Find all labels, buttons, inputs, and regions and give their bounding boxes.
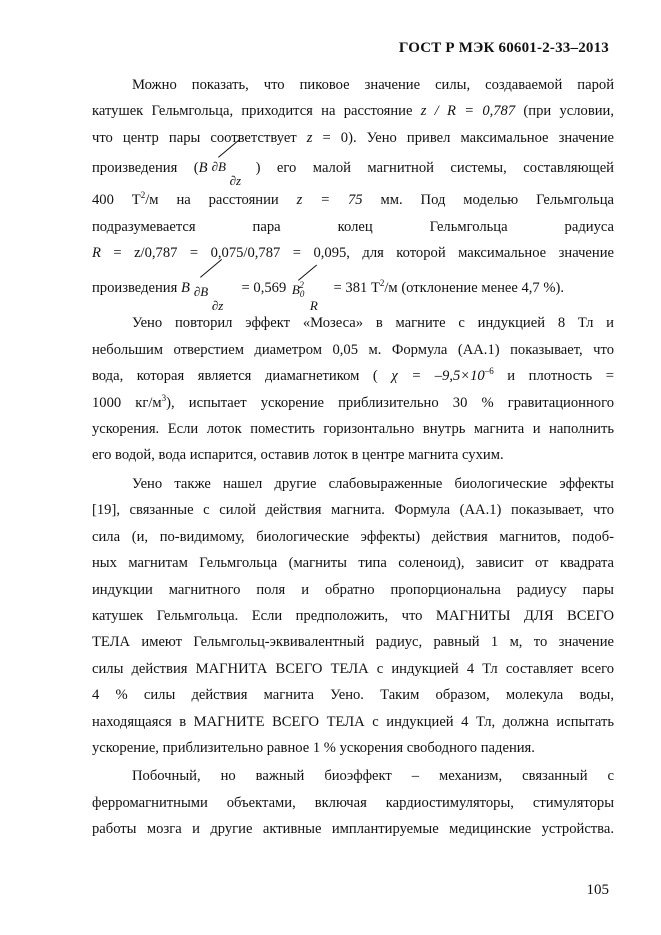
math-expression: z / R = 0,787 <box>420 103 516 120</box>
text-line: [19], связанные с силой действия магнита. Формула (АА.1) показывает, что <box>92 502 614 519</box>
text-line: его водой, вода испарится, оставив лоток в центре магнита сухим. <box>92 447 504 464</box>
text-line: ТЕЛА имеют Гельмгольц-эквивалентный радиус, равный 1 м, то значение <box>92 634 614 651</box>
superscript: –6 <box>484 366 494 377</box>
text-fragment: (при условии, <box>515 103 614 120</box>
superscript: 2 <box>299 280 304 291</box>
paragraph-3 <box>92 471 614 761</box>
text-line: ферромагнитными объектами, включая кардиостимуляторы, стимуляторы <box>92 794 614 811</box>
b0-squared-over-r-fraction <box>290 276 330 314</box>
b-symbol: B <box>291 282 300 298</box>
text-line: сила (и, по-видимому, биологические эффекты) действия магнитов, подоб- <box>92 528 614 545</box>
text-line: Можно показать, что пиковое значение силы, создаваемой парой <box>132 77 614 93</box>
text-line: ускорения. Если лоток поместить горизонтально внутрь магнита и наполнить <box>92 421 614 438</box>
text-fragment: вода, которая является диамагнетиком ( <box>92 368 392 385</box>
text-fragment: что центр пары соответствует <box>92 129 307 146</box>
text-line: работы мозга и другие активные имплантируемые медицинские устройства. <box>92 821 614 838</box>
math-expression: B <box>180 280 190 297</box>
text-fragment: произведения <box>92 280 181 297</box>
text-line: 4 % силы действия магнита Уено. Таким образом, молекула воды, <box>92 687 614 704</box>
text-line: Уено также нашел другие слабовыраженные биологические эффекты <box>132 475 614 492</box>
text-line: Побочный, но важный биоэффект – механизм, связанный с <box>132 768 614 785</box>
fraction-denominator: ∂z <box>229 173 242 189</box>
math-expression: z <box>306 129 313 146</box>
text-fragment: катушек Гельмгольца, приходится на расстояние <box>92 103 421 120</box>
text-line: катушек Гельмгольца. Если предположить, что МАГНИТЫ ДЛЯ ВСЕГО <box>92 607 614 624</box>
document-header: ГОСТ Р МЭК 60601-2-33–2013 <box>398 40 609 56</box>
text-line: Уено повторил эффект «Мозеса» в магните с индукцией 8 Тл и <box>132 315 614 332</box>
superscript: 3 <box>161 392 167 403</box>
text-fragment: = 381 Т <box>329 280 380 297</box>
text-line <box>92 266 614 314</box>
text-line <box>92 151 614 189</box>
text-line: ных магнитам Гельмгольца (магниты типа соленоид), зависит от квадрата <box>92 555 614 572</box>
text-fragment: = 0). Уено привел максимальное значение <box>312 129 614 146</box>
paragraph-2 <box>92 310 614 468</box>
math-expression: R <box>92 245 101 262</box>
text-fragment: = 0,569 <box>237 280 290 297</box>
fraction-denominator: R <box>309 298 318 314</box>
math-expression: B <box>198 160 208 177</box>
math-expression: χ = –9,5×10 <box>391 368 485 385</box>
text-fragment: = z/0,787 = 0,075/0,787 = 0,095, для которой максимальное значение <box>100 245 614 262</box>
text-line <box>92 363 614 389</box>
page-number: 105 <box>586 882 609 898</box>
text-line <box>92 390 614 416</box>
text-fragment: ) его малой магнитной системы, составляющей <box>255 160 614 177</box>
partial-derivative-fraction <box>208 156 256 189</box>
text-line <box>92 125 614 151</box>
text-line <box>92 240 614 266</box>
text-line: ускорение, приблизительно равное 1 % ускорения свободного падения. <box>92 739 535 756</box>
text-line: силы действия МАГНИТА ВСЕГО ТЕЛА с индукцией 4 Тл составляет всего <box>92 660 614 677</box>
text-fragment: произведения ( <box>92 160 199 177</box>
text-fragment: 400 Т <box>92 192 141 209</box>
math-expression: z = 75 <box>296 192 363 209</box>
subscript: 0 <box>299 289 305 300</box>
text-line: находящаяся в МАГНИТЕ ВСЕГО ТЕЛА с индукцией 4 Тл, должна испытать <box>92 713 614 730</box>
partial-derivative-fraction <box>190 276 238 314</box>
superscript: 2 <box>140 190 146 201</box>
fraction-denominator: ∂z <box>211 298 224 314</box>
text-line: индукции магнитного поля и обратно пропорциональна радиусу пары <box>92 581 614 598</box>
text-line: подразумевается пара колец Гельмгольца радиуса <box>92 218 614 235</box>
superscript: 2 <box>379 278 385 289</box>
text-fragment: /м (отклонение менее 4,7 %). <box>384 280 565 297</box>
fraction-numerator: ∂B <box>211 159 226 175</box>
text-fragment: и плотность = <box>493 368 615 385</box>
text-line: небольшим отверстием диаметром 0,05 м. Формула (АА.1) показывает, что <box>92 341 614 358</box>
text-fragment: /м на расстоянии <box>145 192 297 209</box>
text-fragment: 1000 кг/м <box>92 394 162 411</box>
document-body <box>92 72 614 843</box>
paragraph-4 <box>92 763 614 842</box>
text-fragment: ), испытает ускорение приблизительно 30 % гравитационного <box>166 394 614 411</box>
text-fragment: мм. Под моделью Гельмгольца <box>362 192 614 209</box>
fraction-numerator: ∂B <box>193 284 209 300</box>
text-line <box>92 187 614 213</box>
paragraph-1 <box>92 72 614 314</box>
text-line <box>92 98 614 124</box>
